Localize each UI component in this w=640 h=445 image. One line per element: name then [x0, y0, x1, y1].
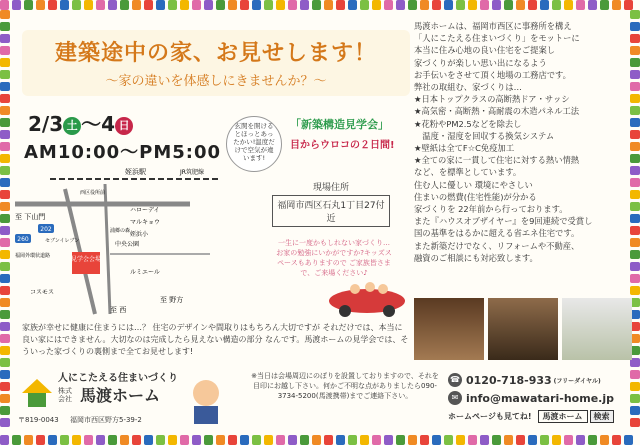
- confetti-piece: [468, 435, 477, 445]
- confetti-piece: [0, 82, 10, 91]
- confetti-piece: [132, 0, 141, 10]
- confetti-piece: [0, 298, 10, 307]
- confetti-piece: [156, 0, 165, 10]
- confetti-piece: [108, 435, 117, 445]
- photo-interior-2: [488, 298, 558, 360]
- confetti-piece: [0, 310, 10, 319]
- confetti-piece: [0, 154, 10, 163]
- confetti-piece: [192, 0, 201, 10]
- confetti-piece: [12, 435, 21, 445]
- confetti-piece: [0, 370, 10, 379]
- map-fukuoka: 福岡外環状道路: [15, 253, 51, 259]
- intro-line: 馬渡ホームは、福岡市西区に事務所を構え: [414, 21, 572, 31]
- confetti-piece: [624, 435, 633, 445]
- confetti-piece: [132, 435, 141, 445]
- speech-bubble: 玄関を開けるとほっとあったかい!温度だけで空気が違います!: [226, 116, 282, 172]
- contact-box: [448, 371, 628, 425]
- confetti-piece: [0, 334, 10, 343]
- confetti-piece: [444, 0, 453, 10]
- confetti-piece: [384, 435, 393, 445]
- confetti-piece: [264, 0, 273, 10]
- confetti-piece: [0, 34, 10, 43]
- confetti-piece: [0, 238, 10, 247]
- intro-line: また新築だけでなく、リフォームや不動産、: [414, 240, 580, 251]
- web-row: [448, 407, 628, 425]
- road-202-label: 202: [40, 226, 52, 233]
- confetti-piece: [0, 166, 10, 175]
- confetti-piece: [252, 435, 261, 445]
- email-row: [448, 389, 628, 407]
- confetti-piece: [60, 0, 69, 10]
- intro-line: お手伝いをさせて頂く地場の工務店です。: [414, 69, 571, 80]
- confetti-piece: [630, 274, 640, 283]
- map-chuo: 中央公園: [115, 241, 140, 248]
- confetti-piece: [24, 0, 33, 10]
- confetti-piece: [408, 0, 417, 10]
- confetti-piece: [96, 435, 105, 445]
- dow-end-badge: 日: [115, 117, 133, 135]
- confetti-border-top: [0, 0, 640, 10]
- map-hello-day: ハローデイ: [130, 207, 160, 214]
- footer: [10, 365, 630, 435]
- family-note: 一生に一度かもしれない家づくり…お家の勉強にいかがですか?キッズスペースもありますので ご家族皆さまで、ご来場ください♪: [276, 239, 392, 277]
- date-end: 4: [101, 112, 116, 136]
- confetti-piece: [630, 10, 640, 19]
- confetti-piece: [576, 435, 585, 445]
- intro-line: また『ハウスオブザイヤー』を9回連続で受賞し: [414, 216, 593, 227]
- confetti-piece: [630, 370, 640, 379]
- event-date: [28, 108, 133, 137]
- confetti-piece: [324, 435, 333, 445]
- confetti-piece: [0, 322, 10, 331]
- email-address[interactable]: info@mawatari-home.jp: [466, 391, 614, 405]
- footer-notice: ※当日は会場周辺にのぼりを設置しておりますので、それを目印にお越し下さい。何かご不明な点がありましたら090-3734-5200(馬渡携帯)までご連絡下さい。: [251, 372, 439, 400]
- confetti-piece: [0, 70, 10, 79]
- photo-exterior: [562, 298, 632, 360]
- confetti-piece: [312, 0, 321, 10]
- date-start: 2/3: [28, 112, 64, 136]
- confetti-piece: [0, 394, 10, 403]
- road-260-label: 260: [17, 236, 29, 243]
- mascot-icon: [188, 377, 224, 425]
- confetti-piece: [408, 435, 417, 445]
- map-seven: セブンイレブン: [45, 238, 80, 244]
- confetti-piece: [624, 0, 633, 10]
- confetti-piece: [600, 435, 609, 445]
- confetti-border-bottom: [0, 435, 640, 445]
- confetti-piece: [264, 435, 273, 445]
- confetti-piece: [48, 435, 57, 445]
- intro-line: 温度・湿度を回収する換気システム: [414, 130, 555, 141]
- confetti-piece: [0, 435, 9, 445]
- confetti-piece: [180, 0, 189, 10]
- confetti-piece: [0, 10, 10, 19]
- confetti-piece: [348, 435, 357, 445]
- confetti-piece: [480, 0, 489, 10]
- confetti-piece: [168, 0, 177, 10]
- confetti-piece: [372, 435, 381, 445]
- event-time: AM10:00～PM5:00: [24, 142, 222, 163]
- confetti-piece: [72, 0, 81, 10]
- phone-icon: ☎: [448, 373, 462, 387]
- confetti-piece: [372, 0, 381, 10]
- confetti-piece: [360, 435, 369, 445]
- page-subtitle: ～家の違いを体感しにきませんか？～: [105, 74, 327, 89]
- company-intro: [414, 20, 632, 264]
- confetti-piece: [588, 435, 597, 445]
- page-title: 建築途中の家、お見せします！: [54, 41, 377, 66]
- confetti-piece: [204, 435, 213, 445]
- confetti-piece: [564, 435, 573, 445]
- confetti-piece: [396, 0, 405, 10]
- confetti-piece: [468, 0, 477, 10]
- confetti-piece: [120, 435, 129, 445]
- confetti-piece: [0, 286, 10, 295]
- confetti-piece: [60, 435, 69, 445]
- confetti-piece: [0, 346, 10, 355]
- intro-line: 融資のご相談にも対応致します。: [414, 252, 538, 263]
- footer-postal: 〒819-0043: [18, 416, 59, 424]
- confetti-piece: [0, 94, 10, 103]
- confetti-piece: [0, 130, 10, 139]
- confetti-piece: [180, 435, 189, 445]
- intro-line: ★高気密・高断熱・高耐震の木造パネル工法: [414, 106, 580, 117]
- confetti-piece: [72, 435, 81, 445]
- confetti-piece: [336, 0, 345, 10]
- intro-line: 住まいの燃費(住宅性能)が分かる: [414, 191, 537, 202]
- confetti-piece: [630, 394, 640, 403]
- confetti-piece: [0, 58, 10, 67]
- confetti-piece: [348, 0, 357, 10]
- map-school: 姪浜小: [130, 231, 149, 238]
- confetti-piece: [288, 435, 297, 445]
- map-lumiere: ルミエール: [130, 269, 160, 276]
- confetti-piece: [480, 435, 489, 445]
- confetti-piece: [600, 0, 609, 10]
- date-tilde: ～: [81, 112, 102, 136]
- confetti-piece: [216, 0, 225, 10]
- car-illustration: [325, 275, 410, 319]
- confetti-piece: [588, 0, 597, 10]
- house-photos: [414, 298, 632, 360]
- map-station: 姪浜駅: [125, 168, 146, 176]
- confetti-piece: [0, 358, 10, 367]
- confetti-piece: [324, 0, 333, 10]
- confetti-piece: [528, 435, 537, 445]
- site-marker-label: 見学会会場: [70, 256, 102, 263]
- confetti-piece: [276, 435, 285, 445]
- phone-number[interactable]: 0120-718-933: [466, 373, 552, 387]
- confetti-piece: [630, 382, 640, 391]
- confetti-piece: [528, 0, 537, 10]
- confetti-piece: [516, 435, 525, 445]
- confetti-piece: [240, 435, 249, 445]
- phone-row: [448, 371, 628, 389]
- web-label: ホームページも見てね!: [448, 411, 532, 421]
- site-label: 現場住所: [312, 183, 349, 193]
- map-shimoyamamon: 至 下山門: [15, 213, 46, 221]
- footer-company-name: 馬渡ホーム: [80, 386, 161, 405]
- confetti-piece: [504, 435, 513, 445]
- confetti-piece: [0, 418, 10, 427]
- confetti-piece: [0, 226, 10, 235]
- confetti-piece: [24, 435, 33, 445]
- confetti-piece: [300, 435, 309, 445]
- confetti-piece: [36, 0, 45, 10]
- email-icon: ✉: [448, 391, 462, 405]
- confetti-piece: [84, 0, 93, 10]
- confetti-piece: [540, 0, 549, 10]
- bottom-paragraph: 家族が幸せに健康に住まうには…？ 住宅のデザインや間取りはもちろん大切ですが それだけでは、本当に良い家にはできません。大切なのは完成したら見えない構造の部分 なんです。馬渡ホームの見学会では、そういった家づくりの裏側まで全てお見せします!: [22, 323, 409, 356]
- map-mitsugarasu: 西区役所前: [80, 190, 106, 196]
- confetti-piece: [252, 0, 261, 10]
- phone-note: (フリーダイヤル): [553, 377, 601, 385]
- footer-company-type: 株式会社: [58, 387, 72, 403]
- confetti-piece: [36, 435, 45, 445]
- confetti-piece: [564, 0, 573, 10]
- confetti-piece: [420, 435, 429, 445]
- confetti-piece: [144, 0, 153, 10]
- confetti-piece: [0, 382, 10, 391]
- confetti-piece: [0, 190, 10, 199]
- confetti-piece: [204, 0, 213, 10]
- map-ryokoku: 至 野方: [160, 296, 184, 304]
- confetti-piece: [228, 435, 237, 445]
- event-name-box: [290, 116, 410, 151]
- confetti-piece: [630, 406, 640, 415]
- confetti-piece: [456, 435, 465, 445]
- map-kosumos: コスモス: [30, 289, 55, 296]
- confetti-piece: [276, 0, 285, 10]
- intro-line: ★壁紙は全てF☆C免疫加工: [414, 143, 515, 154]
- footer-tagline: 人にこたえる住まいづくり: [58, 373, 178, 384]
- confetti-piece: [312, 435, 321, 445]
- intro-line: 住む人に優しい 環境にやさしい: [414, 179, 533, 190]
- intro-line: 「人にこたえる住まいづくり」をモットーに: [414, 33, 580, 44]
- confetti-piece: [576, 0, 585, 10]
- map-jr: JR筑肥線: [180, 169, 204, 176]
- confetti-piece: [432, 435, 441, 445]
- confetti-piece: [168, 435, 177, 445]
- confetti-piece: [552, 0, 561, 10]
- intro-line: ★花粉やPM2.5などを除去し: [414, 118, 522, 129]
- house-logo-icon: [20, 377, 54, 411]
- confetti-piece: [516, 0, 525, 10]
- intro-line: 国の基準をはるかに超える省エネ住宅です。: [414, 228, 580, 239]
- intro-line: など、を標準としています。: [414, 167, 522, 178]
- confetti-piece: [612, 0, 621, 10]
- confetti-piece: [156, 435, 165, 445]
- confetti-piece: [444, 435, 453, 445]
- intro-line: 家づくりを 22年前から行っております。: [414, 204, 568, 215]
- company-logo-box: [18, 369, 243, 427]
- confetti-piece: [396, 435, 405, 445]
- search-button[interactable]: 検索: [590, 410, 614, 423]
- confetti-piece: [96, 0, 105, 10]
- confetti-piece: [420, 0, 429, 10]
- access-map: [10, 164, 225, 319]
- confetti-piece: [0, 406, 10, 415]
- site-address-box: [272, 180, 390, 227]
- confetti-piece: [552, 435, 561, 445]
- confetti-piece: [492, 0, 501, 10]
- headline-panel: [22, 30, 410, 96]
- confetti-piece: [0, 262, 10, 271]
- intro-line: 本当に住み心地の良い住宅をご提案し: [414, 45, 556, 56]
- site-address: 福岡市西区石丸1丁目27付近: [272, 195, 390, 227]
- confetti-piece: [540, 435, 549, 445]
- confetti-piece: [492, 435, 501, 445]
- confetti-piece: [360, 0, 369, 10]
- confetti-piece: [0, 106, 10, 115]
- intro-line: ★全ての家に一貫して住宅に対する熱い情熱: [414, 155, 580, 166]
- confetti-piece: [384, 0, 393, 10]
- confetti-piece: [144, 435, 153, 445]
- confetti-piece: [288, 0, 297, 10]
- confetti-piece: [630, 418, 640, 427]
- confetti-piece: [0, 274, 10, 283]
- confetti-piece: [504, 0, 513, 10]
- confetti-piece: [228, 0, 237, 10]
- confetti-piece: [0, 22, 10, 31]
- intro-line: 弊社の取組む、家づくりは…: [414, 82, 522, 93]
- confetti-piece: [0, 202, 10, 211]
- confetti-piece: [108, 0, 117, 10]
- confetti-piece: [216, 435, 225, 445]
- confetti-piece: [0, 214, 10, 223]
- confetti-piece: [84, 435, 93, 445]
- confetti-piece: [432, 0, 441, 10]
- footer-address: 福岡市西区野方5-39-2: [70, 416, 142, 424]
- map-other: 浦郷の森: [110, 228, 131, 234]
- event-subline: 目からウロコの２日間!: [290, 140, 395, 151]
- confetti-piece: [12, 0, 21, 10]
- confetti-piece: [48, 0, 57, 10]
- confetti-border-left: [0, 10, 10, 435]
- photo-interior-1: [414, 298, 484, 360]
- confetti-piece: [192, 435, 201, 445]
- event-name: 「新築構造見学会」: [290, 118, 389, 131]
- confetti-piece: [0, 0, 9, 10]
- confetti-piece: [612, 435, 621, 445]
- confetti-piece: [0, 46, 10, 55]
- confetti-piece: [0, 118, 10, 127]
- confetti-piece: [336, 435, 345, 445]
- confetti-piece: [0, 142, 10, 151]
- map-nishi: 至 西: [110, 306, 127, 314]
- confetti-piece: [630, 286, 640, 295]
- intro-line: ★日本トップクラスの高断熱ドア・サッシ: [414, 94, 570, 105]
- search-term-box[interactable]: 馬渡ホーム: [538, 410, 588, 423]
- confetti-piece: [456, 0, 465, 10]
- confetti-piece: [120, 0, 129, 10]
- map-marukyo: マルキョウ: [130, 219, 161, 226]
- confetti-piece: [240, 0, 249, 10]
- confetti-piece: [0, 250, 10, 259]
- confetti-piece: [300, 0, 309, 10]
- confetti-piece: [0, 178, 10, 187]
- intro-line: 家づくりが楽しい思い出になるよう: [414, 57, 547, 68]
- dow-start-badge: 土: [63, 117, 81, 135]
